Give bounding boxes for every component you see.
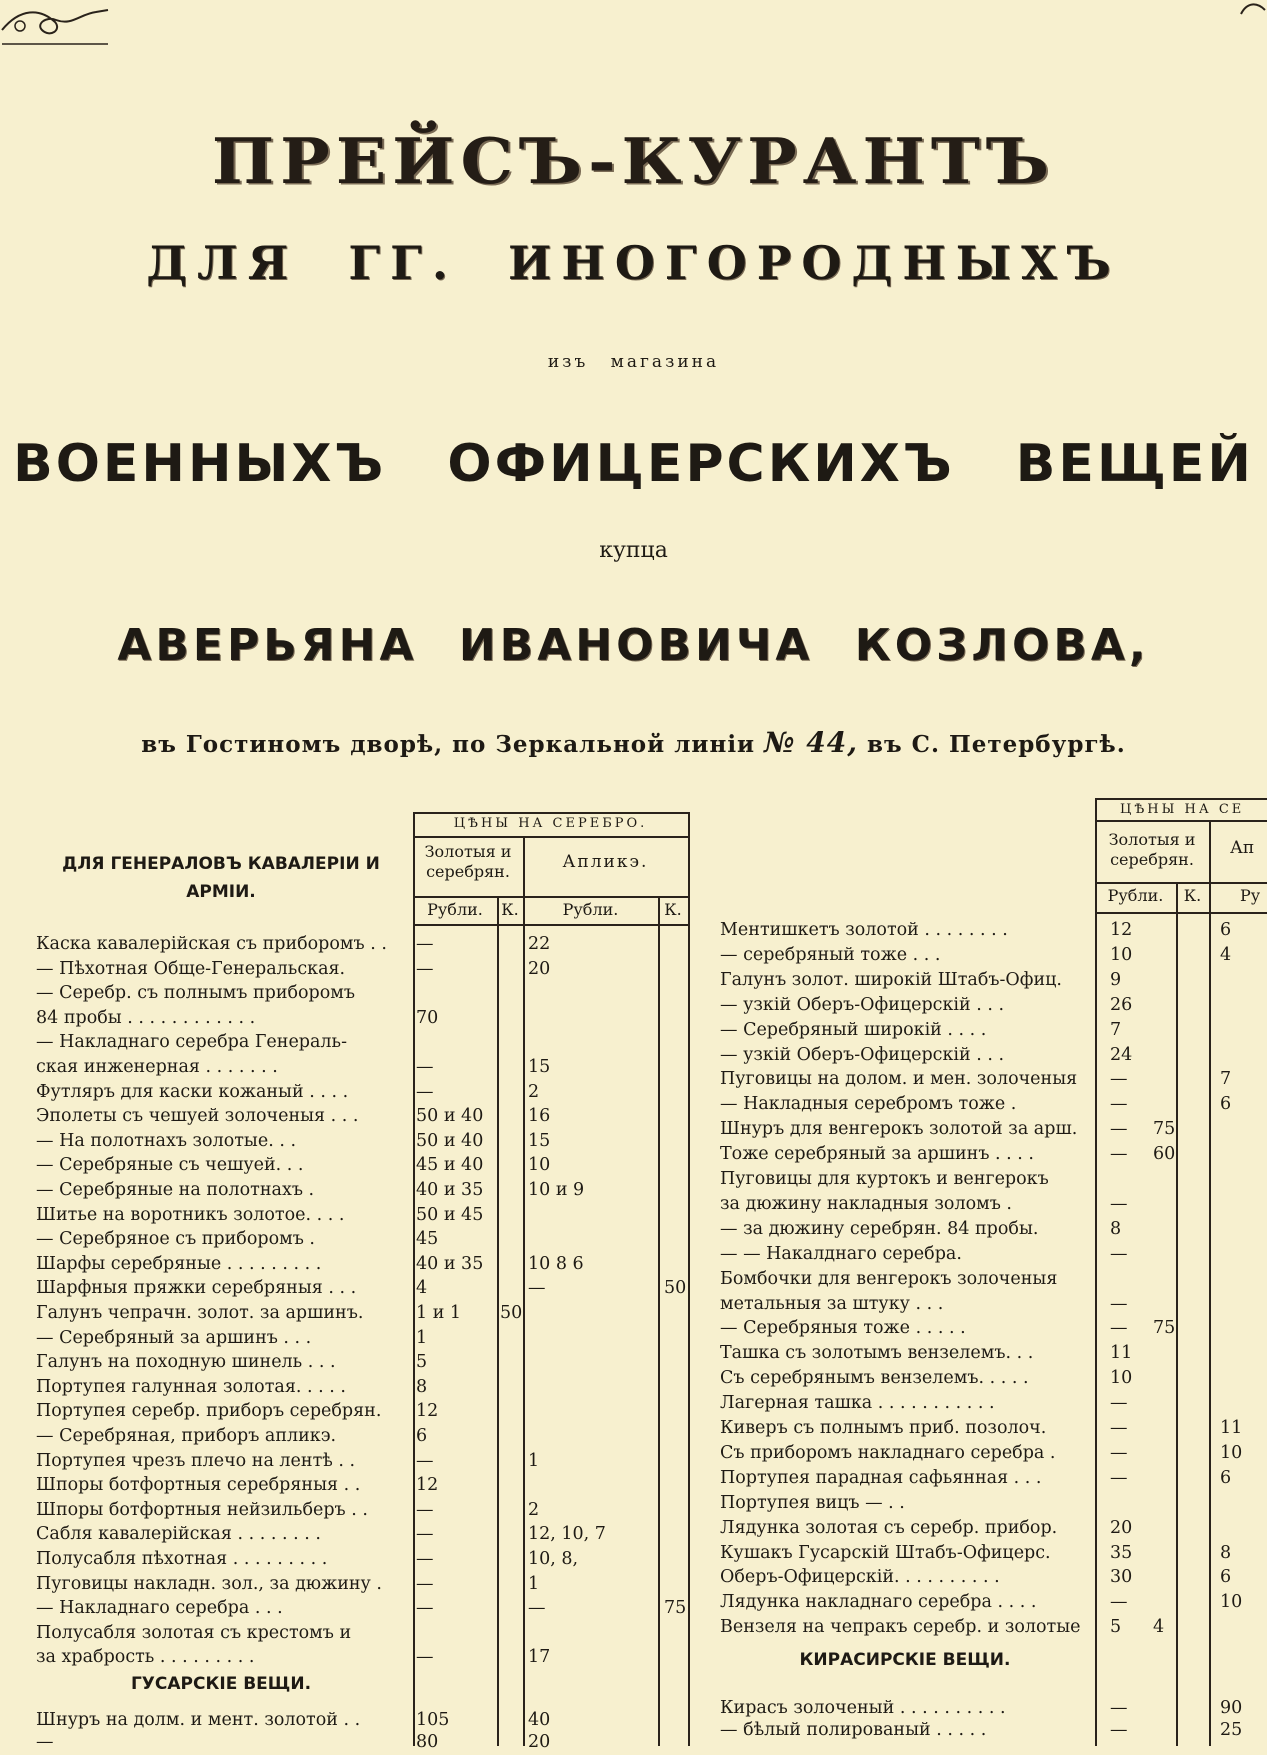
item-name: Ментишкетъ золотой . . . . . . . . (720, 920, 1008, 940)
right-kop1-header: К. (1183, 886, 1202, 905)
price-applique-rubles: 17 (528, 1647, 551, 1668)
item-name: Киверъ съ полнымъ приб. позолоч. (720, 1418, 1047, 1438)
left-rub2-header: Рубли. (562, 900, 619, 919)
item-name: — Накладныя серебромъ тоже . (720, 1094, 1017, 1115)
price-applique-rubles: 20 (528, 958, 551, 979)
price-gold-rubles: — (416, 1524, 434, 1545)
price-gold-rubles: — (1110, 1592, 1128, 1613)
item-name: Сабля кавалерійская . . . . . . . . (36, 1524, 321, 1545)
address-city: въ С. Петербургѣ. (858, 731, 1126, 758)
price-gold-rubles: — (1110, 1069, 1128, 1090)
item-name: — (36, 1732, 54, 1752)
price-applique-rubles: 1 (528, 1573, 540, 1594)
table-row (720, 1092, 1267, 1117)
item-name: Полусабля золотая съ крестомъ и (36, 1622, 352, 1643)
item-name: Шнуръ для венгерокъ золотой за арш. (720, 1119, 1078, 1140)
item-name: Пуговицы для куртокъ и венгерокъ (720, 1169, 1049, 1189)
address-text: въ Гостиномъ дворѣ, по Зеркальной линіи (141, 731, 765, 758)
price-gold-rubles: 7 (1110, 1019, 1122, 1040)
price-gold-rubles: 40 и 35 (416, 1253, 484, 1274)
item-name: Бомбочки для венгерокъ золоченыя (720, 1268, 1058, 1289)
table-row (720, 1341, 1267, 1366)
price-applique-rubles: — (528, 1278, 546, 1299)
table-row (720, 1267, 1267, 1292)
item-name: 84 пробы . . . . . . . . . . . . (36, 1007, 256, 1028)
table-row (720, 1416, 1267, 1441)
price-applique-rubles: 1 (528, 1450, 540, 1471)
merchant-name: АВЕРЬЯНА ИВАНОВИЧА КОЗЛОВА, (117, 620, 1150, 671)
table-row (720, 1541, 1267, 1566)
price-gold-rubles: 10 (1110, 1368, 1133, 1389)
table-row (720, 1516, 1267, 1541)
price-gold-rubles: 45 и 40 (416, 1155, 484, 1176)
price-gold-rubles: 11 (1110, 1343, 1133, 1364)
price-gold-kopecks: 4 (1153, 1617, 1165, 1638)
item-name: Портупея галунная золотая. . . . . (36, 1376, 346, 1397)
price-gold-rubles: 8 (416, 1376, 428, 1397)
price-applique-rubles: 20 (528, 1732, 551, 1752)
item-name: ская инженерная . . . . . . . (36, 1057, 278, 1077)
table-row (720, 1117, 1267, 1142)
price-applique-rubles: 10 (528, 1155, 551, 1176)
price-gold-kopecks: 75 (1153, 1318, 1176, 1339)
item-name: — Серебряные на полотнахъ . (36, 1180, 315, 1200)
price-gold-rubles: — (1110, 1442, 1128, 1463)
price-gold-kopecks: 50 (500, 1303, 523, 1323)
price-gold-rubles: 20 (1110, 1517, 1133, 1538)
item-name: Портупея вицъ — . . (720, 1492, 905, 1513)
item-name: за храбрость . . . . . . . . . (36, 1647, 255, 1668)
item-name: — серебряный тоже . . . (720, 944, 941, 965)
price-applique-rubles: 7 (1220, 1069, 1232, 1090)
table-row (720, 1441, 1267, 1466)
table-row (720, 943, 1267, 968)
price-gold-rubles: 5 (416, 1352, 428, 1373)
item-name: Кушакъ Гусарскій Штабъ-Офицерс. (720, 1542, 1051, 1563)
right-section-cuirassier: КИРАСИРСКІЕ ВЕЩИ. (799, 1650, 1011, 1670)
price-applique-kopecks: 75 (664, 1598, 687, 1619)
price-applique-rubles: 10 и 9 (528, 1180, 585, 1200)
table-row (720, 968, 1267, 993)
price-applique-rubles: 12, 10, 7 (528, 1524, 606, 1545)
price-applique-rubles: 6 (1220, 920, 1232, 940)
price-gold-rubles: — (416, 1598, 434, 1619)
item-name: — — Накалднаго серебра. (720, 1243, 962, 1264)
price-gold-rubles: — (1110, 1119, 1128, 1140)
item-name: — узкій Оберъ-Офицерскій . . . (720, 994, 1005, 1015)
price-gold-rubles: 10 (1110, 944, 1133, 965)
table-row (720, 1192, 1267, 1217)
table-row (720, 1292, 1267, 1317)
left-col-gold-header: Золотыя и серебрян. (424, 842, 512, 881)
price-gold-rubles: — (1110, 1418, 1128, 1438)
item-name: Шарфныя пряжки серебряныя . . . (36, 1278, 357, 1299)
price-applique-rubles: 10, 8, (528, 1549, 579, 1569)
price-applique-kopecks: 50 (664, 1278, 687, 1299)
price-gold-rubles: 24 (1110, 1044, 1133, 1065)
item-name: Лагерная ташка . . . . . . . . . . . (720, 1393, 995, 1414)
price-gold-rubles: 50 и 40 (416, 1130, 484, 1151)
price-gold-rubles: 50 и 40 (416, 1106, 484, 1127)
item-name: — за дюжину серебрян. 84 пробы. (720, 1218, 1039, 1239)
price-applique-rubles: 10 8 6 (528, 1253, 584, 1274)
price-gold-rubles: — (416, 934, 434, 954)
item-name: метальныя за штуку . . . (720, 1293, 944, 1314)
price-gold-rubles: — (1110, 1467, 1128, 1488)
item-name: Тоже серебряный за аршинъ . . . . (720, 1144, 1034, 1165)
item-name: Ташка съ золотымъ вензелемъ. . . (720, 1343, 1034, 1364)
item-name: Галунъ чепрачн. золот. за аршинъ. (36, 1303, 364, 1323)
table-row (720, 1018, 1267, 1043)
table-row (720, 1565, 1267, 1590)
price-applique-rubles: — (528, 1598, 546, 1619)
table-row (720, 1391, 1267, 1416)
item-name: Съ приборомъ накладнаго серебра . (720, 1442, 1056, 1463)
price-applique-rubles: 10 (1220, 1442, 1243, 1463)
price-applique-rubles: 15 (528, 1130, 551, 1151)
right-rub2-header: Ру (1240, 886, 1261, 905)
price-applique-rubles: 25 (1220, 1720, 1243, 1740)
price-gold-rubles: — (1110, 1094, 1128, 1115)
price-applique-rubles: 8 (1220, 1542, 1232, 1563)
left-col-applique-header: Апликэ. (562, 852, 649, 872)
store-name: ВОЕННЫХЪ ОФИЦЕРСКИХЪ ВЕЩЕЙ (13, 434, 1254, 494)
item-name: Кирасъ золоченый . . . . . . . . . . (720, 1698, 1006, 1718)
table-row (720, 1615, 1267, 1640)
item-name: — Серебряные съ чешуей. . . (36, 1155, 304, 1176)
price-applique-rubles: 16 (528, 1106, 551, 1127)
table-row (720, 1366, 1267, 1391)
right-rub1-header: Рубли. (1107, 886, 1164, 905)
price-gold-rubles: — (1110, 1193, 1128, 1214)
table-row (720, 1491, 1267, 1516)
price-gold-rubles: — (1110, 1720, 1128, 1740)
price-applique-rubles: 15 (528, 1057, 551, 1077)
table-row (720, 1142, 1267, 1167)
price-gold-rubles: 12 (416, 1401, 439, 1422)
item-name: за дюжину накладныя золомъ . (720, 1193, 1012, 1214)
item-name: — Серебряныя тоже . . . . . (720, 1318, 966, 1339)
item-name: Футляръ для каски кожаный . . . . (36, 1081, 349, 1102)
price-applique-rubles: 10 (1220, 1592, 1243, 1613)
price-gold-rubles: 70 (416, 1007, 439, 1028)
merchant-label: купца (599, 538, 668, 563)
price-gold-rubles: 30 (1110, 1567, 1133, 1588)
item-name: Каска кавалерійская съ приборомъ . . (36, 934, 387, 954)
page-title: ПРЕЙСЪ-КУРАНТЪ (211, 123, 1056, 199)
price-applique-rubles: 2 (528, 1499, 540, 1520)
price-gold-rubles: 35 (1110, 1542, 1133, 1563)
item-name: Галунъ на походную шинель . . . (36, 1352, 336, 1373)
price-gold-rubles: 40 и 35 (416, 1180, 484, 1200)
item-name: Портупея чрезъ плечо на лентѣ . . (36, 1450, 356, 1471)
price-gold-rubles: — (1110, 1698, 1128, 1718)
price-applique-rubles: 6 (1220, 1567, 1232, 1588)
item-name: Шитье на воротникъ золотое. . . . (36, 1204, 345, 1225)
left-kop2-header: К. (664, 900, 682, 919)
item-name: — Пѣхотная Обще-Генеральская. (36, 958, 346, 979)
item-name: Пуговицы накладн. зол., за дюжину . (36, 1573, 382, 1594)
item-name: Шпоры ботфортныя серебряныя . . (36, 1475, 361, 1496)
item-name: Оберъ-Офицерскій. . . . . . . . . . (720, 1567, 1000, 1588)
left-prices-header: ЦѢНЫ НА СЕРЕБРО. (453, 816, 648, 831)
item-name: Полусабля пѣхотная . . . . . . . . . (36, 1549, 328, 1569)
item-name: — На полотнахъ золотые. . . (36, 1130, 297, 1151)
price-gold-kopecks: 60 (1153, 1144, 1176, 1165)
item-name: — бѣлый полированый . . . . . (720, 1720, 987, 1740)
item-name: — Накладнаго серебра . . . (36, 1598, 283, 1619)
table-row (720, 1167, 1267, 1192)
table-row (720, 1067, 1267, 1092)
item-name: — Серебряный широкій . . . . (720, 1019, 987, 1040)
price-gold-rubles: 6 (416, 1426, 428, 1446)
price-gold-rubles: — (1110, 1318, 1128, 1339)
price-gold-rubles: — (416, 1573, 434, 1594)
item-name: — узкій Оберъ-Офицерскій . . . (720, 1044, 1005, 1065)
price-gold-rubles: 8 (1110, 1218, 1122, 1239)
table-row (720, 918, 1267, 943)
price-gold-rubles: — (416, 1057, 434, 1077)
item-name: — Серебр. съ полнымъ приборомъ (36, 983, 356, 1004)
table-row (720, 1316, 1267, 1341)
table-row (720, 1043, 1267, 1068)
price-gold-rubles: 26 (1110, 994, 1133, 1015)
price-gold-rubles: 12 (1110, 920, 1133, 940)
price-gold-rubles: 12 (416, 1475, 439, 1496)
price-gold-rubles: — (1110, 1393, 1128, 1414)
price-gold-rubles: 45 (416, 1229, 439, 1250)
left-kop1-header: К. (501, 900, 519, 919)
price-gold-rubles: — (416, 1450, 434, 1471)
price-gold-rubles: — (416, 958, 434, 979)
price-gold-rubles: 80 (416, 1732, 439, 1752)
left-rub1-header: Рубли. (427, 900, 483, 919)
price-gold-rubles: — (416, 1499, 434, 1520)
price-gold-rubles: 5 (1110, 1617, 1122, 1638)
table-row (720, 1217, 1267, 1242)
price-gold-kopecks: 75 (1153, 1119, 1176, 1140)
price-gold-rubles: — (416, 1081, 434, 1102)
price-applique-rubles: 40 (528, 1710, 551, 1730)
price-applique-rubles: 4 (1220, 944, 1232, 965)
price-applique-rubles: 2 (528, 1081, 540, 1102)
item-name: Лядунка накладнаго серебра . . . . (720, 1592, 1037, 1613)
price-applique-rubles: 90 (1220, 1698, 1243, 1718)
price-gold-rubles: 1 и 1 (416, 1303, 462, 1323)
address-number: № 44, (764, 726, 859, 759)
item-name: Лядунка золотая съ серебр. прибор. (720, 1517, 1058, 1538)
price-gold-rubles: — (1110, 1293, 1128, 1314)
item-name: Галунъ золот. широкій Штабъ-Офиц. (720, 969, 1062, 990)
table-row (720, 993, 1267, 1018)
item-name: — Серебряное съ приборомъ . (36, 1229, 315, 1250)
price-gold-rubles: 1 (416, 1327, 428, 1348)
right-col-applique-header: Ап (1230, 838, 1255, 858)
price-gold-rubles: 105 (416, 1710, 450, 1730)
price-applique-rubles: 22 (528, 934, 551, 954)
item-name: Эполеты съ чешуей золоченыя . . . (36, 1106, 359, 1127)
item-name: Съ серебрянымъ вензелемъ. . . . . (720, 1368, 1029, 1389)
price-gold-rubles: 9 (1110, 969, 1122, 990)
item-name: — Серебряная, приборъ апликэ. (36, 1426, 337, 1446)
right-prices-header: ЦѢНЫ НА СЕ (1120, 802, 1245, 817)
item-name: Шарфы серебряные . . . . . . . . . (36, 1253, 322, 1274)
item-name: Шнуръ на долм. и мент. золотой . . (36, 1710, 361, 1730)
item-name: Портупея парадная сафьянная . . . (720, 1467, 1042, 1488)
from-store-label: изъ магазина (547, 352, 720, 372)
left-section-hussar: ГУСАРСКІЕ ВЕЩИ. (130, 1674, 312, 1694)
item-name: Шпоры ботфортныя нейзильберъ . . (36, 1499, 368, 1520)
price-gold-rubles: — (416, 1549, 434, 1569)
item-name: — Накладнаго серебра Генераль- (36, 1032, 347, 1053)
price-gold-rubles: 50 и 45 (416, 1204, 484, 1225)
price-gold-rubles: — (1110, 1144, 1128, 1165)
table-row (720, 1590, 1267, 1615)
price-gold-rubles: 4 (416, 1278, 428, 1299)
price-applique-rubles: 6 (1220, 1467, 1232, 1488)
price-gold-rubles: — (1110, 1243, 1128, 1264)
item-name: Вензеля на чепракъ серебр. и золотые (720, 1617, 1081, 1638)
right-col-gold-header: Золотыя и серебрян. (1108, 830, 1196, 869)
item-name: — Серебряный за аршинъ . . . (36, 1327, 312, 1348)
table-row (720, 1242, 1267, 1267)
table-row (720, 1466, 1267, 1491)
price-applique-rubles: 11 (1220, 1418, 1243, 1438)
page-subtitle: ДЛЯ ГГ. ИНОГОРОДНЫХЪ (146, 236, 1121, 290)
price-gold-rubles: — (416, 1647, 434, 1668)
left-section-generals: ДЛЯ ГЕНЕРАЛОВЪ КАВАЛЕРІИ И АРМІИ. (62, 854, 380, 902)
item-name: Портупея серебр. приборъ серебрян. (36, 1401, 382, 1422)
item-name: Пуговицы на долом. и мен. золоченыя (720, 1069, 1078, 1090)
price-applique-rubles: 6 (1220, 1094, 1232, 1115)
table-row (720, 1718, 1267, 1743)
